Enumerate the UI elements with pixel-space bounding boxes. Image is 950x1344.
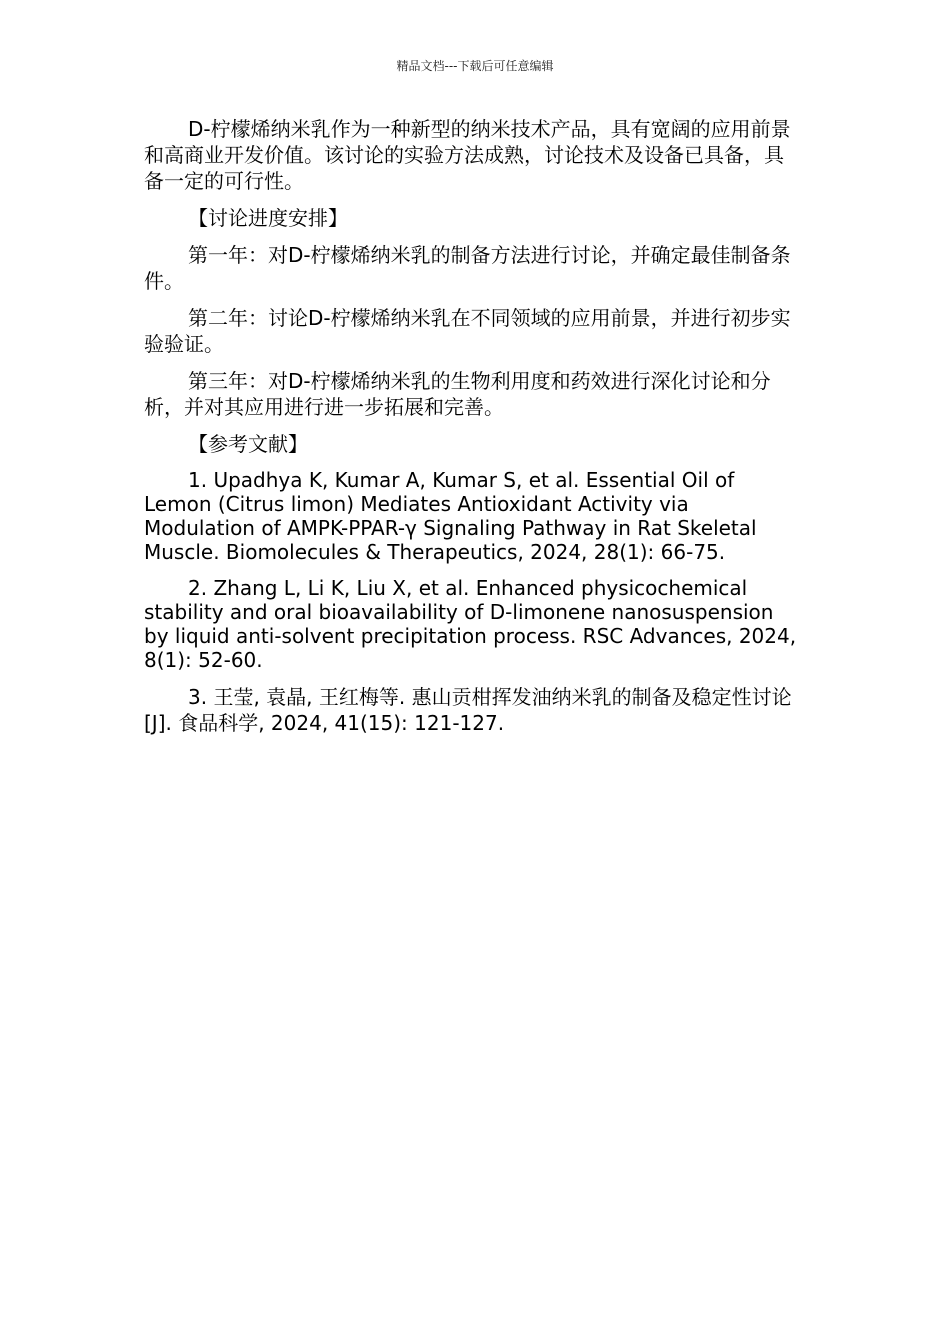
reference-item: 3. 王莹, 袁晶, 王红梅等. 惠山贡柑挥发油纳米乳的制备及稳定性讨论[J]. 食品科学, 2024, 41(15): 121-127.: [144, 685, 792, 735]
schedule-heading: 【讨论进度安排】: [188, 206, 348, 230]
schedule-year-2: 第二年：讨论D-柠檬烯纳米乳在不同领域的应用前景，并进行初步实验验证。: [144, 306, 791, 356]
reference-item: 1. Upadhya K, Kumar A, Kumar S, et al. Essential Oil of Lemon (Citrus limon) Mediates Antioxidant Activity via Modulation of AMPK-PPAR-γ Signaling Pathway in Rat Skeletal Muscle. Biomolecules & Therapeutics, 2024, 28(1): 66-75.: [144, 468, 757, 564]
document-body: [144, 116, 799, 747]
schedule-year-1: 第一年：对D-柠檬烯纳米乳的制备方法进行讨论，并确定最佳制备条件。: [144, 243, 791, 293]
references-heading: 【参考文献】: [188, 432, 308, 456]
schedule-year-3: 第三年：对D-柠檬烯纳米乳的生物利用度和药效进行深化讨论和分析，并对其应用进行进一步拓展和完善。: [144, 369, 771, 419]
intro-paragraph: D-柠檬烯纳米乳作为一种新型的纳米技术产品，具有宽阔的应用前景和高商业开发价值。该讨论的实验方法成熟，讨论技术及设备已具备，具备一定的可行性。: [144, 117, 791, 193]
page-header: 精品文档---下载后可任意编辑: [396, 59, 554, 73]
reference-item: 2. Zhang L, Li K, Liu X, et al. Enhanced physicochemical stability and oral bioavailability of D-limonene nanosuspension by liquid anti-solvent precipitation process. RSC Advances, 2024, 8(1): 52-60.: [144, 576, 797, 672]
